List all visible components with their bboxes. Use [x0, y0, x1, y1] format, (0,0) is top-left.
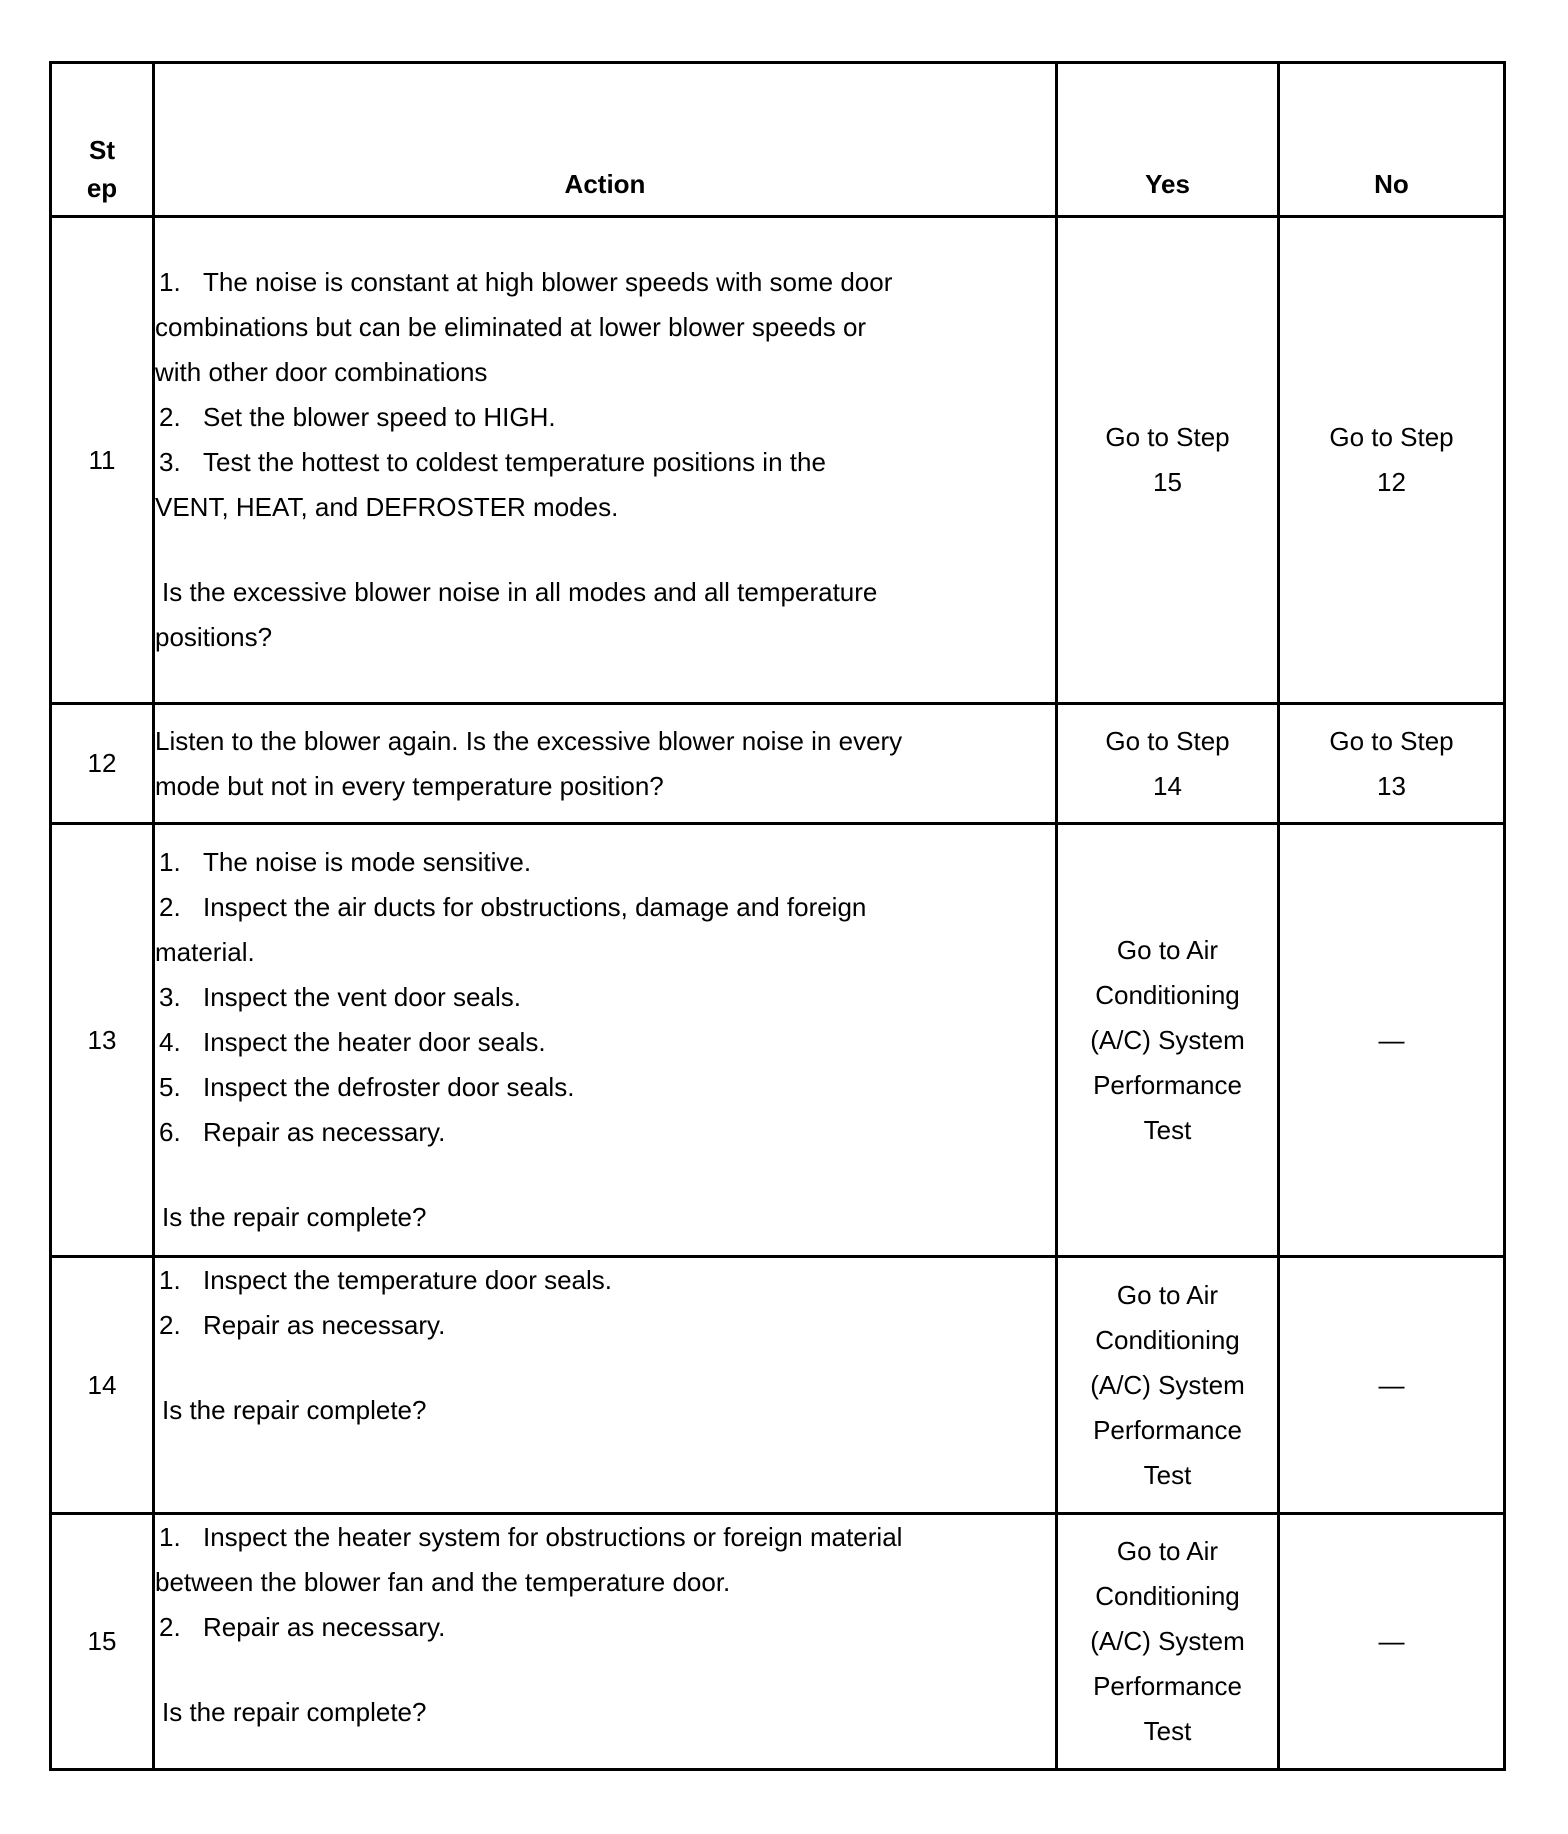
table-row-step-15 [51, 1514, 1505, 1770]
action-line: 2. Set the blower speed to HIGH. [159, 402, 556, 432]
step-number: 11 [51, 217, 154, 704]
table-row-step-14 [51, 1257, 1505, 1514]
header-step [51, 63, 154, 217]
question-text: Is the repair complete? [162, 1395, 427, 1425]
action-line: 1. The noise is constant at high blower speeds with some door [159, 267, 893, 297]
header-yes: Yes [1057, 63, 1279, 217]
action-line: VENT, HEAT, and DEFROSTER modes. [155, 492, 619, 522]
action-line: combinations but can be eliminated at lower blower speeds or [155, 312, 867, 342]
action-cell: 1. The noise is mode sensitive. 2. Inspect the air ducts for obstructions, damage and foreign material. 3. Inspect the vent door seals. 4. Inspect the heater door seals. 5. Inspect the defroster door seals. 6. Repair as necessary. Is the repair complete? [154, 824, 1057, 1257]
action-cell [154, 217, 1057, 704]
no-cell: Go to Step 12 [1279, 217, 1505, 704]
question-text: positions? [155, 622, 273, 652]
step-number: 13 [51, 824, 154, 1257]
no-cell: — [1279, 824, 1505, 1257]
question-text: Is the repair complete? [162, 1697, 427, 1727]
action-cell: Listen to the blower again. Is the excessive blower noise in every mode but not in every temperature position? [154, 704, 1057, 824]
action-cell: 1. Inspect the temperature door seals. 2. Repair as necessary. Is the repair complete? [154, 1257, 1057, 1514]
question-text: Is the excessive blower noise in all modes and all temperature [162, 577, 878, 607]
action-cell: 1. Inspect the heater system for obstructions or foreign material between the blower fan and the temperature door. 2. Repair as necessary. Is the repair complete? [154, 1514, 1057, 1770]
no-cell: — [1279, 1257, 1505, 1514]
header-no: No [1279, 63, 1505, 217]
header-row [51, 63, 1505, 217]
header-step-line2: ep [86, 173, 118, 203]
action-line: 3. Test the hottest to coldest temperature positions in the [159, 447, 826, 477]
yes-cell: Go to Air Conditioning (A/C) System Performance Test [1057, 1257, 1279, 1514]
table-row-step-11 [51, 217, 1505, 704]
step-number: 15 [51, 1514, 154, 1770]
step-number: 14 [51, 1257, 154, 1514]
question-text: Is the repair complete? [162, 1202, 427, 1232]
no-cell: — [1279, 1514, 1505, 1770]
yes-cell: Go to Step 15 [1057, 217, 1279, 704]
no-cell: Go to Step 13 [1279, 704, 1505, 824]
action-line: with other door combinations [155, 357, 488, 387]
table-row-step-13 [51, 824, 1505, 1257]
step-number: 12 [51, 704, 154, 824]
yes-cell: Go to Air Conditioning (A/C) System Performance Test [1057, 1514, 1279, 1770]
table-row-step-12 [51, 704, 1505, 824]
diagnostic-table [49, 61, 1506, 1771]
header-step-line1: St [89, 135, 115, 165]
yes-cell: Go to Step 14 [1057, 704, 1279, 824]
header-action: Action [154, 63, 1057, 217]
yes-cell: Go to Air Conditioning (A/C) System Performance Test [1057, 824, 1279, 1257]
